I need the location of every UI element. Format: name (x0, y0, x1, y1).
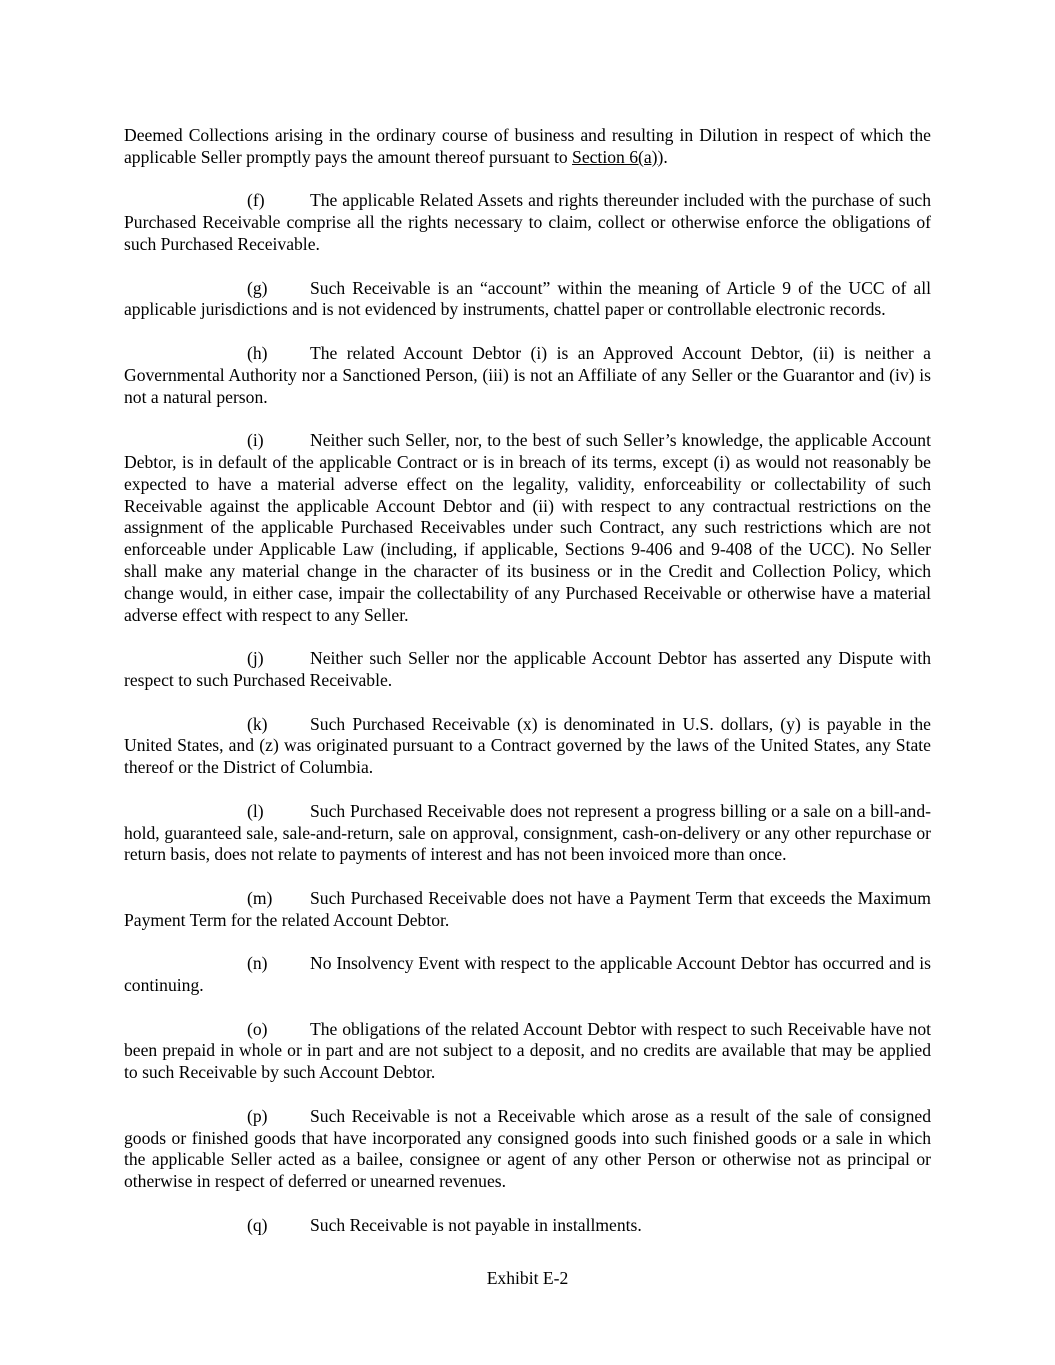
page-label: Exhibit E-2 (486, 1268, 569, 1288)
clause-text: Such Receivable is not a Receivable which arose as a result of the sale of consigned goods or finished goods that have incorporated any consigned goods into such finished goods or a sale in which the applicable Seller acted as a bailee, consignee or agent of any other Person or otherwise not as principal or otherwise in respect of deferred or unearned revenues. (124, 1105, 931, 1192)
clause-text: Such Purchased Receivable does not represent a progress billing or a sale on a bill-and-hold, guaranteed sale, sale-and-return, sale on approval, consignment, cash-on-delivery or any other repurchase or return basis, does not relate to payments of interest and has not been invoiced more than once. (124, 800, 931, 865)
page-footer (0, 1268, 1055, 1290)
clause-marker: (p) (247, 1105, 268, 1126)
clause-text: Neither such Seller, nor, to the best of such Seller’s knowledge, the applicable Account Debtor, is in default of the applicable Contract or is in breach of its terms, except (i) as would not reasonably be expected to have a material adverse effect on the legality, validity, enforceability or collectability of such Receivable against the applicable Account Debtor and (ii) with respect to any contractual restrictions on the assignment of the applicable Purchased Receivables under such Contract, any such restrictions which are not enforceable under Applicable Law (including, if applicable, Sections 9-406 and 9-408 of the UCC). No Seller shall make any material change in the character of its business or in the Credit and Collection Policy, which change would, in either case, impair the collectability of any Purchased Receivable or otherwise have a material adverse effect with respect to any Seller. (124, 430, 931, 625)
clause-m (124, 888, 931, 932)
clause-k (124, 714, 931, 779)
clause-h (124, 343, 931, 408)
clause-marker: (l) (247, 800, 264, 821)
clause-marker: (f) (247, 190, 265, 211)
section-reference-link[interactable]: Section 6(a) (572, 146, 658, 167)
clause-marker: (n) (247, 953, 268, 974)
document-body (124, 125, 931, 1258)
clause-p (124, 1106, 931, 1193)
clause-marker: (q) (247, 1214, 268, 1235)
clause-text: The applicable Related Assets and rights thereunder included with the purchase of such Purchased Receivable comprise all the rights necessary to claim, collect or otherwise enforce the obligations of such Purchased Receivable. (124, 190, 931, 254)
clause-marker: (h) (247, 342, 268, 363)
clause-text: The obligations of the related Account Debtor with respect to such Receivable have not been prepaid in whole or in part and are not subject to a deposit, and no credits are available that may be applied to such Receivable by such Account Debtor. (124, 1018, 931, 1083)
clause-g (124, 278, 931, 322)
clause-text: The related Account Debtor (i) is an Approved Account Debtor, (ii) is neither a Governmental Authority nor a Sanctioned Person, (iii) is not an Affiliate of any Seller or the Guarantor and (iv) is not a natural person. (124, 342, 931, 407)
clause-text: Such Purchased Receivable (x) is denominated in U.S. dollars, (y) is payable in the United States, and (z) was originated pursuant to a Contract governed by the laws of the United States, any State thereof or the District of Columbia. (124, 713, 931, 778)
clause-marker: (m) (247, 887, 273, 908)
clause-text: Such Receivable is not payable in installments. (310, 1214, 642, 1235)
intro-text-end: ). (657, 146, 668, 167)
clause-o (124, 1019, 931, 1084)
clause-q (124, 1215, 931, 1237)
clause-marker: (g) (247, 277, 268, 298)
clause-marker: (o) (247, 1018, 268, 1039)
clause-marker: (k) (247, 713, 268, 734)
clause-text: Such Receivable is an “account” within the meaning of Article 9 of the UCC of all applicable jurisdictions and is not evidenced by instruments, chattel paper or controllable electronic records. (124, 277, 931, 320)
clause-text: No Insolvency Event with respect to the applicable Account Debtor has occurred and is continuing. (124, 953, 931, 996)
clause-text: Neither such Seller nor the applicable Account Debtor has asserted any Dispute with respect to such Purchased Receivable. (124, 648, 931, 690)
clause-l (124, 801, 931, 866)
intro-text: Deemed Collections arising in the ordinary course of business and resulting in Dilution in respect of which the applicable Seller promptly pays the amount thereof pursuant to (124, 125, 931, 167)
clause-marker: (j) (247, 648, 264, 669)
clause-i (124, 430, 931, 626)
clause-j (124, 648, 931, 692)
clause-n (124, 953, 931, 997)
clause-text: Such Purchased Receivable does not have a Payment Term that exceeds the Maximum Payment Term for the related Account Debtor. (124, 887, 931, 930)
clause-f (124, 190, 931, 255)
clause-marker: (i) (247, 430, 264, 451)
intro-paragraph (124, 125, 931, 169)
